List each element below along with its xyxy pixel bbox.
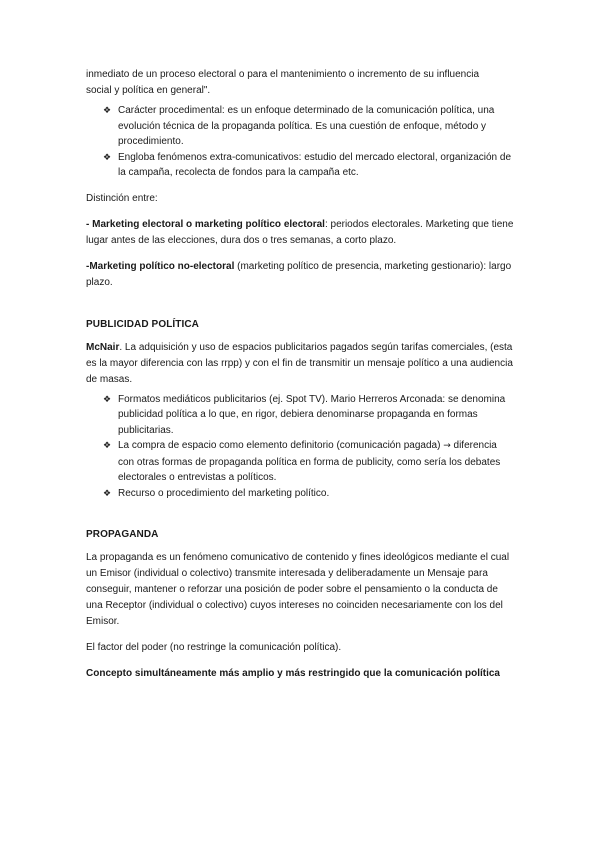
publicidad-heading: PUBLICIDAD POLÍTICA: [86, 318, 200, 330]
intro-line-1: inmediato de un proceso electoral o para el mantenimiento o incremento de su influencia: [86, 69, 480, 80]
marketing-electoral-term: - Marketing electoral o marketing político electoral: [86, 218, 325, 230]
intro-line-2: social y política en general".: [86, 85, 211, 96]
publicidad-paragraph: [86, 340, 514, 388]
propaganda-heading: PROPAGANDA: [86, 529, 159, 540]
list-item-text-a: La compra de espacio como elemento definitorio (comunicación pagada): [118, 440, 444, 451]
right-arrow-icon: →: [443, 441, 451, 451]
distincion-label: Distinción entre:: [86, 192, 158, 204]
list-item: [86, 392, 514, 439]
diamond-bullet-icon: ❖: [103, 151, 112, 162]
marketing-electoral-paragraph: [86, 217, 514, 249]
publicidad-list: [86, 392, 514, 502]
marketing-no-electoral-paragraph: [86, 259, 514, 291]
marketing-electoral-text: : periodos electorales. Marketing que tiene lugar antes de las elecciones, dura dos o tres semanas, a corto plazo.: [86, 218, 514, 246]
list-item-text: Engloba fenómenos extra-comunicativos: estudio del mercado electoral, organización de la campaña, recolecta de fondos para la campaña etc.: [118, 151, 512, 178]
marketing-no-electoral-term: -Marketing político no-electoral: [86, 260, 235, 272]
diamond-bullet-icon: ❖: [103, 393, 112, 404]
list-item: [86, 438, 514, 486]
list-item: [86, 150, 514, 181]
list-item: [86, 103, 514, 150]
publicidad-author: McNair: [86, 341, 120, 353]
list-item-text-b: diferencia con otras formas de propaganda política en forma de publicity, como sería los debates electorales o entrevistas a políticos.: [118, 440, 501, 483]
list-item: [86, 486, 514, 502]
list-item-text: Formatos mediáticos publicitarios (ej. Spot TV). Mario Herreros Arconada: se denomina publicidad política a lo que, en rigor, debiera denominarse propaganda en formas publicitarias.: [118, 393, 506, 436]
publicidad-text: . La adquisición y uso de espacios publicitarios pagados según tarifas comerciales, (esta es la mayor diferencia con las rrpp) y con el fin de transmitir un mensaje político a una audiencia de masas.: [86, 341, 513, 385]
marketing-features-list: [86, 103, 514, 181]
list-item-text: Carácter procedimental: es un enfoque determinado de la comunicación política, una evolución técnica de la propaganda política. Es una cuestión de enfoque, método y procedimiento.: [118, 105, 495, 147]
propaganda-paragraph: La propaganda es un fenómeno comunicativo de contenido y fines ideológicos mediante el cual un Emisor (individual o colectivo) transmite interesada y deliberadamente un Mensaje para conseguir, mantener o reforzar una posición de poder sobre el pensamiento o la conducta de una Receptor (individual o colectivo) cuyos intereses no coinciden necesariamente con los del Emisor.: [86, 552, 510, 627]
propaganda-factor: El factor del poder (no restringe la comunicación política).: [86, 642, 342, 653]
diamond-bullet-icon: ❖: [103, 440, 112, 450]
propaganda-concepto: Concepto simultáneamente más amplio y más restringido que la comunicación política: [86, 668, 500, 679]
list-item-text: Recurso o procedimiento del marketing político.: [118, 487, 330, 499]
document-page: [86, 67, 514, 682]
diamond-bullet-icon: ❖: [103, 105, 112, 115]
intro-paragraph: [86, 67, 514, 99]
marketing-no-electoral-text: (marketing político de presencia, marketing gestionario): largo plazo.: [86, 260, 512, 288]
diamond-bullet-icon: ❖: [103, 487, 112, 498]
